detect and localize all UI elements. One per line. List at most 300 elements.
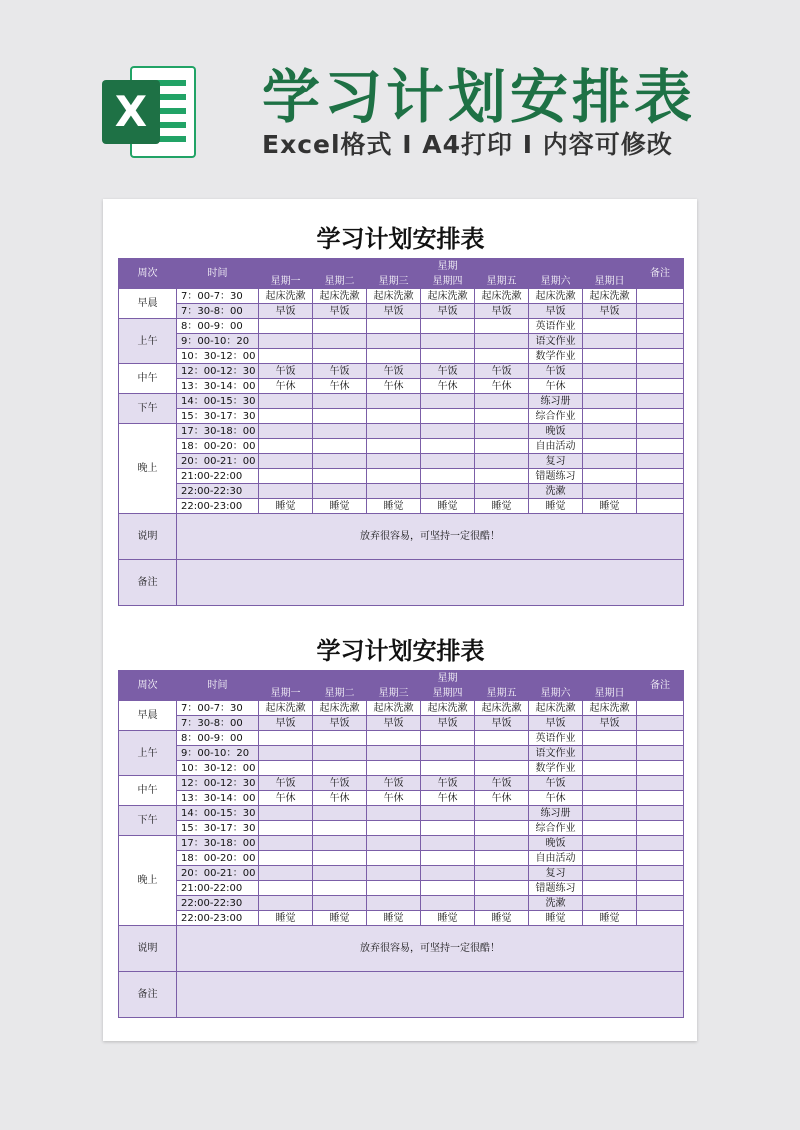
table-row [119, 499, 684, 514]
activity-cell[interactable] [583, 409, 637, 424]
note-cell[interactable] [637, 289, 684, 304]
activity-cell[interactable] [583, 776, 637, 791]
activity-cell[interactable] [259, 424, 313, 439]
activity-cell[interactable]: 睡觉 [529, 911, 583, 926]
activity-cell[interactable] [475, 761, 529, 776]
activity-cell[interactable]: 早饭 [475, 716, 529, 731]
time-cell[interactable]: 12：00-12：30 [177, 364, 259, 379]
time-cell[interactable]: 18：00-20：00 [177, 851, 259, 866]
activity-cell[interactable]: 午饭 [529, 364, 583, 379]
activity-cell[interactable]: 午饭 [259, 364, 313, 379]
activity-cell[interactable]: 起床洗漱 [583, 701, 637, 716]
activity-cell[interactable]: 午饭 [313, 364, 367, 379]
time-cell[interactable]: 21:00-22:00 [177, 469, 259, 484]
activity-cell[interactable]: 早饭 [529, 304, 583, 319]
activity-cell[interactable] [259, 851, 313, 866]
time-cell[interactable]: 9：00-10：20 [177, 334, 259, 349]
activity-cell[interactable] [367, 896, 421, 911]
activity-cell[interactable]: 起床洗漱 [259, 289, 313, 304]
activity-cell[interactable] [421, 439, 475, 454]
activity-cell[interactable] [313, 454, 367, 469]
activity-cell[interactable]: 早饭 [583, 304, 637, 319]
activity-cell[interactable] [583, 454, 637, 469]
activity-cell[interactable] [475, 484, 529, 499]
activity-cell[interactable] [421, 319, 475, 334]
time-cell[interactable]: 20：00-21：00 [177, 454, 259, 469]
activity-cell[interactable]: 数学作业 [529, 349, 583, 364]
activity-cell[interactable]: 早饭 [259, 716, 313, 731]
activity-cell[interactable]: 洗漱 [529, 484, 583, 499]
activity-cell[interactable]: 睡觉 [313, 499, 367, 514]
activity-cell[interactable] [313, 851, 367, 866]
time-cell[interactable]: 13：30-14：00 [177, 379, 259, 394]
remark-text[interactable] [177, 972, 684, 1018]
activity-cell[interactable]: 午饭 [529, 776, 583, 791]
activity-cell[interactable]: 午饭 [421, 776, 475, 791]
activity-cell[interactable] [367, 881, 421, 896]
activity-cell[interactable] [583, 806, 637, 821]
time-cell[interactable]: 15：30-17：30 [177, 409, 259, 424]
activity-cell[interactable]: 综合作业 [529, 409, 583, 424]
activity-cell[interactable]: 语文作业 [529, 334, 583, 349]
activity-cell[interactable]: 早饭 [421, 304, 475, 319]
activity-cell[interactable]: 午饭 [259, 776, 313, 791]
activity-cell[interactable] [367, 469, 421, 484]
note-cell[interactable] [637, 746, 684, 761]
activity-cell[interactable]: 练习册 [529, 806, 583, 821]
activity-cell[interactable] [367, 439, 421, 454]
activity-cell[interactable]: 午休 [421, 379, 475, 394]
activity-cell[interactable] [313, 424, 367, 439]
time-cell[interactable]: 13：30-14：00 [177, 791, 259, 806]
activity-cell[interactable] [475, 319, 529, 334]
note-cell[interactable] [637, 439, 684, 454]
time-cell[interactable]: 17：30-18：00 [177, 424, 259, 439]
activity-cell[interactable] [583, 364, 637, 379]
activity-cell[interactable] [475, 731, 529, 746]
activity-cell[interactable] [259, 469, 313, 484]
activity-cell[interactable]: 早饭 [475, 304, 529, 319]
activity-cell[interactable] [421, 761, 475, 776]
activity-cell[interactable] [421, 746, 475, 761]
activity-cell[interactable] [259, 866, 313, 881]
activity-cell[interactable]: 睡觉 [583, 911, 637, 926]
activity-cell[interactable] [583, 761, 637, 776]
activity-cell[interactable] [367, 454, 421, 469]
table-row [119, 731, 684, 746]
header-day: 星期二 [313, 686, 367, 701]
time-cell[interactable]: 17：30-18：00 [177, 836, 259, 851]
activity-cell[interactable] [583, 866, 637, 881]
activity-cell[interactable]: 早饭 [583, 716, 637, 731]
activity-cell[interactable] [367, 409, 421, 424]
activity-cell[interactable] [421, 881, 475, 896]
activity-cell[interactable] [367, 394, 421, 409]
activity-cell[interactable]: 综合作业 [529, 821, 583, 836]
activity-cell[interactable]: 英语作业 [529, 319, 583, 334]
activity-cell[interactable]: 晚饭 [529, 836, 583, 851]
activity-cell[interactable] [313, 409, 367, 424]
activity-cell[interactable] [259, 454, 313, 469]
activity-cell[interactable] [583, 334, 637, 349]
activity-cell[interactable] [583, 746, 637, 761]
note-cell[interactable] [637, 806, 684, 821]
table-row [119, 836, 684, 851]
activity-cell[interactable]: 起床洗漱 [421, 289, 475, 304]
activity-cell[interactable] [475, 806, 529, 821]
activity-cell[interactable]: 起床洗漱 [367, 701, 421, 716]
activity-cell[interactable] [367, 424, 421, 439]
activity-cell[interactable]: 午休 [421, 791, 475, 806]
time-cell[interactable]: 21:00-22:00 [177, 881, 259, 896]
time-cell[interactable]: 8：00-9：00 [177, 731, 259, 746]
activity-cell[interactable] [583, 319, 637, 334]
header-time: 时间 [177, 671, 259, 701]
note-cell[interactable] [637, 349, 684, 364]
activity-cell[interactable] [259, 349, 313, 364]
activity-cell[interactable] [313, 394, 367, 409]
note-cell[interactable] [637, 776, 684, 791]
activity-cell[interactable]: 午饭 [475, 364, 529, 379]
activity-cell[interactable] [475, 836, 529, 851]
activity-cell[interactable] [583, 439, 637, 454]
activity-cell[interactable] [259, 731, 313, 746]
time-cell[interactable]: 8：00-9：00 [177, 319, 259, 334]
activity-cell[interactable] [421, 896, 475, 911]
note-cell[interactable] [637, 911, 684, 926]
time-cell[interactable]: 22:00-23:00 [177, 911, 259, 926]
activity-cell[interactable] [313, 881, 367, 896]
note-cell[interactable] [637, 896, 684, 911]
time-cell[interactable]: 7：30-8：00 [177, 716, 259, 731]
activity-cell[interactable]: 数学作业 [529, 761, 583, 776]
activity-cell[interactable] [259, 439, 313, 454]
activity-cell[interactable]: 早饭 [259, 304, 313, 319]
note-cell[interactable] [637, 821, 684, 836]
activity-cell[interactable] [367, 349, 421, 364]
activity-cell[interactable] [367, 319, 421, 334]
activity-cell[interactable]: 错题练习 [529, 881, 583, 896]
activity-cell[interactable] [583, 791, 637, 806]
activity-cell[interactable]: 早饭 [367, 716, 421, 731]
note-cell[interactable] [637, 851, 684, 866]
activity-cell[interactable] [367, 334, 421, 349]
activity-cell[interactable] [583, 424, 637, 439]
note-cell[interactable] [637, 334, 684, 349]
note-cell[interactable] [637, 304, 684, 319]
activity-cell[interactable] [259, 761, 313, 776]
note-cell[interactable] [637, 484, 684, 499]
time-cell[interactable]: 7：30-8：00 [177, 304, 259, 319]
activity-cell[interactable]: 午饭 [313, 776, 367, 791]
activity-cell[interactable] [367, 866, 421, 881]
activity-cell[interactable] [313, 761, 367, 776]
activity-cell[interactable]: 练习册 [529, 394, 583, 409]
activity-cell[interactable]: 自由活动 [529, 439, 583, 454]
activity-cell[interactable] [259, 394, 313, 409]
activity-cell[interactable]: 早饭 [421, 716, 475, 731]
activity-cell[interactable] [313, 334, 367, 349]
time-cell[interactable]: 22:00-22:30 [177, 896, 259, 911]
activity-cell[interactable] [583, 349, 637, 364]
activity-cell[interactable] [583, 881, 637, 896]
time-cell[interactable]: 14：00-15：30 [177, 394, 259, 409]
note-cell[interactable] [637, 319, 684, 334]
remark-text[interactable] [177, 560, 684, 606]
activity-cell[interactable]: 午休 [367, 791, 421, 806]
activity-cell[interactable] [475, 896, 529, 911]
activity-cell[interactable] [259, 334, 313, 349]
activity-cell[interactable]: 睡觉 [367, 499, 421, 514]
activity-cell[interactable] [313, 439, 367, 454]
activity-cell[interactable] [367, 761, 421, 776]
time-cell[interactable]: 7：00-7：30 [177, 289, 259, 304]
activity-cell[interactable] [367, 821, 421, 836]
activity-cell[interactable] [313, 806, 367, 821]
activity-cell[interactable] [421, 806, 475, 821]
activity-cell[interactable] [421, 349, 475, 364]
note-cell[interactable] [637, 881, 684, 896]
note-cell[interactable] [637, 791, 684, 806]
note-cell[interactable] [637, 409, 684, 424]
activity-cell[interactable] [313, 319, 367, 334]
activity-cell[interactable]: 午饭 [367, 364, 421, 379]
header-day: 星期日 [583, 686, 637, 701]
activity-cell[interactable] [421, 731, 475, 746]
activity-cell[interactable] [367, 731, 421, 746]
note-cell[interactable] [637, 716, 684, 731]
activity-cell[interactable] [475, 454, 529, 469]
activity-cell[interactable] [259, 821, 313, 836]
activity-cell[interactable]: 早饭 [313, 304, 367, 319]
table-row [119, 911, 684, 926]
table-row [119, 851, 684, 866]
activity-cell[interactable] [475, 334, 529, 349]
note-cell[interactable] [637, 499, 684, 514]
activity-cell[interactable]: 午休 [367, 379, 421, 394]
activity-cell[interactable]: 午休 [529, 379, 583, 394]
activity-cell[interactable]: 错题练习 [529, 469, 583, 484]
activity-cell[interactable]: 午饭 [421, 364, 475, 379]
time-cell[interactable]: 15：30-17：30 [177, 821, 259, 836]
activity-cell[interactable]: 起床洗漱 [259, 701, 313, 716]
activity-cell[interactable] [313, 349, 367, 364]
table-row [119, 379, 684, 394]
activity-cell[interactable]: 午饭 [367, 776, 421, 791]
activity-cell[interactable] [313, 896, 367, 911]
activity-cell[interactable] [259, 746, 313, 761]
activity-cell[interactable] [475, 746, 529, 761]
activity-cell[interactable]: 睡觉 [259, 499, 313, 514]
activity-cell[interactable]: 起床洗漱 [367, 289, 421, 304]
note-cell[interactable] [637, 364, 684, 379]
activity-cell[interactable]: 午休 [475, 791, 529, 806]
activity-cell[interactable] [475, 821, 529, 836]
activity-cell[interactable] [421, 454, 475, 469]
activity-cell[interactable] [313, 731, 367, 746]
activity-cell[interactable] [313, 746, 367, 761]
activity-cell[interactable] [259, 806, 313, 821]
activity-cell[interactable] [313, 866, 367, 881]
activity-cell[interactable]: 睡觉 [259, 911, 313, 926]
activity-cell[interactable] [583, 731, 637, 746]
activity-cell[interactable] [421, 851, 475, 866]
activity-cell[interactable]: 早饭 [367, 304, 421, 319]
activity-cell[interactable] [313, 469, 367, 484]
activity-cell[interactable] [475, 881, 529, 896]
page-title: 学习计划安排表 [262, 63, 697, 131]
activity-cell[interactable] [421, 409, 475, 424]
activity-cell[interactable] [475, 469, 529, 484]
activity-cell[interactable]: 睡觉 [313, 911, 367, 926]
activity-cell[interactable]: 睡觉 [421, 499, 475, 514]
note-cell[interactable] [637, 469, 684, 484]
time-cell[interactable]: 14：00-15：30 [177, 806, 259, 821]
activity-cell[interactable]: 起床洗漱 [475, 701, 529, 716]
activity-cell[interactable]: 自由活动 [529, 851, 583, 866]
activity-cell[interactable]: 午休 [529, 791, 583, 806]
header-day: 星期三 [367, 274, 421, 289]
activity-cell[interactable] [421, 334, 475, 349]
activity-cell[interactable]: 睡觉 [421, 911, 475, 926]
activity-cell[interactable] [421, 469, 475, 484]
activity-cell[interactable] [421, 424, 475, 439]
explain-row [119, 514, 684, 560]
table-row [119, 821, 684, 836]
activity-cell[interactable] [367, 851, 421, 866]
activity-cell[interactable] [367, 746, 421, 761]
activity-cell[interactable]: 午休 [313, 791, 367, 806]
activity-cell[interactable] [583, 469, 637, 484]
activity-cell[interactable]: 午休 [259, 379, 313, 394]
activity-cell[interactable] [259, 319, 313, 334]
activity-cell[interactable]: 起床洗漱 [313, 289, 367, 304]
time-cell[interactable]: 9：00-10：20 [177, 746, 259, 761]
activity-cell[interactable] [367, 806, 421, 821]
activity-cell[interactable]: 复习 [529, 866, 583, 881]
activity-cell[interactable]: 起床洗漱 [583, 289, 637, 304]
activity-cell[interactable] [475, 439, 529, 454]
header-time: 时间 [177, 259, 259, 289]
activity-cell[interactable]: 语文作业 [529, 746, 583, 761]
activity-cell[interactable] [583, 394, 637, 409]
activity-cell[interactable] [421, 821, 475, 836]
activity-cell[interactable] [313, 836, 367, 851]
activity-cell[interactable]: 睡觉 [475, 911, 529, 926]
time-cell[interactable]: 22:00-23:00 [177, 499, 259, 514]
header-weekday-group: 星期 [259, 259, 637, 274]
activity-cell[interactable] [583, 821, 637, 836]
activity-cell[interactable] [313, 484, 367, 499]
note-cell[interactable] [637, 379, 684, 394]
time-cell[interactable]: 10：30-12：00 [177, 349, 259, 364]
time-cell[interactable]: 7：00-7：30 [177, 701, 259, 716]
time-cell[interactable]: 12：00-12：30 [177, 776, 259, 791]
activity-cell[interactable] [583, 484, 637, 499]
activity-cell[interactable]: 起床洗漱 [421, 701, 475, 716]
activity-cell[interactable] [583, 379, 637, 394]
activity-cell[interactable]: 午休 [259, 791, 313, 806]
activity-cell[interactable]: 起床洗漱 [313, 701, 367, 716]
period-label: 上午 [119, 731, 177, 776]
activity-cell[interactable] [367, 484, 421, 499]
activity-cell[interactable] [475, 424, 529, 439]
note-cell[interactable] [637, 866, 684, 881]
note-cell[interactable] [637, 394, 684, 409]
time-cell[interactable]: 22:00-22:30 [177, 484, 259, 499]
activity-cell[interactable]: 睡觉 [583, 499, 637, 514]
table-row [119, 319, 684, 334]
time-cell[interactable]: 18：00-20：00 [177, 439, 259, 454]
header-day: 星期三 [367, 686, 421, 701]
activity-cell[interactable] [475, 866, 529, 881]
activity-cell[interactable]: 复习 [529, 454, 583, 469]
activity-cell[interactable]: 英语作业 [529, 731, 583, 746]
explain-text[interactable]: 放弃很容易，可坚持一定很酷！ [177, 926, 684, 972]
activity-cell[interactable] [475, 349, 529, 364]
activity-cell[interactable] [583, 896, 637, 911]
time-cell[interactable]: 20：00-21：00 [177, 866, 259, 881]
activity-cell[interactable]: 午休 [475, 379, 529, 394]
activity-cell[interactable]: 洗漱 [529, 896, 583, 911]
sheet-title: 学习计划安排表 [316, 225, 485, 253]
activity-cell[interactable] [259, 409, 313, 424]
activity-cell[interactable] [421, 866, 475, 881]
activity-cell[interactable]: 起床洗漱 [475, 289, 529, 304]
activity-cell[interactable]: 午休 [313, 379, 367, 394]
activity-cell[interactable] [259, 881, 313, 896]
activity-cell[interactable] [259, 836, 313, 851]
table-row [119, 469, 684, 484]
table-row [119, 746, 684, 761]
activity-cell[interactable] [259, 484, 313, 499]
activity-cell[interactable]: 睡觉 [367, 911, 421, 926]
explain-text[interactable]: 放弃很容易，可坚持一定很酷！ [177, 514, 684, 560]
note-cell[interactable] [637, 454, 684, 469]
activity-cell[interactable] [475, 851, 529, 866]
activity-cell[interactable]: 睡觉 [529, 499, 583, 514]
activity-cell[interactable]: 睡觉 [475, 499, 529, 514]
activity-cell[interactable] [313, 821, 367, 836]
header-day: 星期四 [421, 274, 475, 289]
activity-cell[interactable] [367, 836, 421, 851]
time-cell[interactable]: 10：30-12：00 [177, 761, 259, 776]
activity-cell[interactable]: 起床洗漱 [529, 701, 583, 716]
activity-cell[interactable] [421, 836, 475, 851]
remark-label: 备注 [119, 560, 177, 606]
activity-cell[interactable]: 早饭 [313, 716, 367, 731]
note-cell[interactable] [637, 761, 684, 776]
remark-row [119, 560, 684, 606]
note-cell[interactable] [637, 701, 684, 716]
activity-cell[interactable]: 起床洗漱 [529, 289, 583, 304]
note-cell[interactable] [637, 424, 684, 439]
activity-cell[interactable] [583, 851, 637, 866]
activity-cell[interactable] [421, 484, 475, 499]
activity-cell[interactable] [475, 409, 529, 424]
activity-cell[interactable] [475, 394, 529, 409]
activity-cell[interactable]: 午饭 [475, 776, 529, 791]
header-day: 星期一 [259, 274, 313, 289]
activity-cell[interactable] [583, 836, 637, 851]
activity-cell[interactable] [421, 394, 475, 409]
activity-cell[interactable] [259, 896, 313, 911]
activity-cell[interactable]: 早饭 [529, 716, 583, 731]
note-cell[interactable] [637, 731, 684, 746]
schedule-table-1 [118, 220, 683, 606]
note-cell[interactable] [637, 836, 684, 851]
activity-cell[interactable]: 晚饭 [529, 424, 583, 439]
